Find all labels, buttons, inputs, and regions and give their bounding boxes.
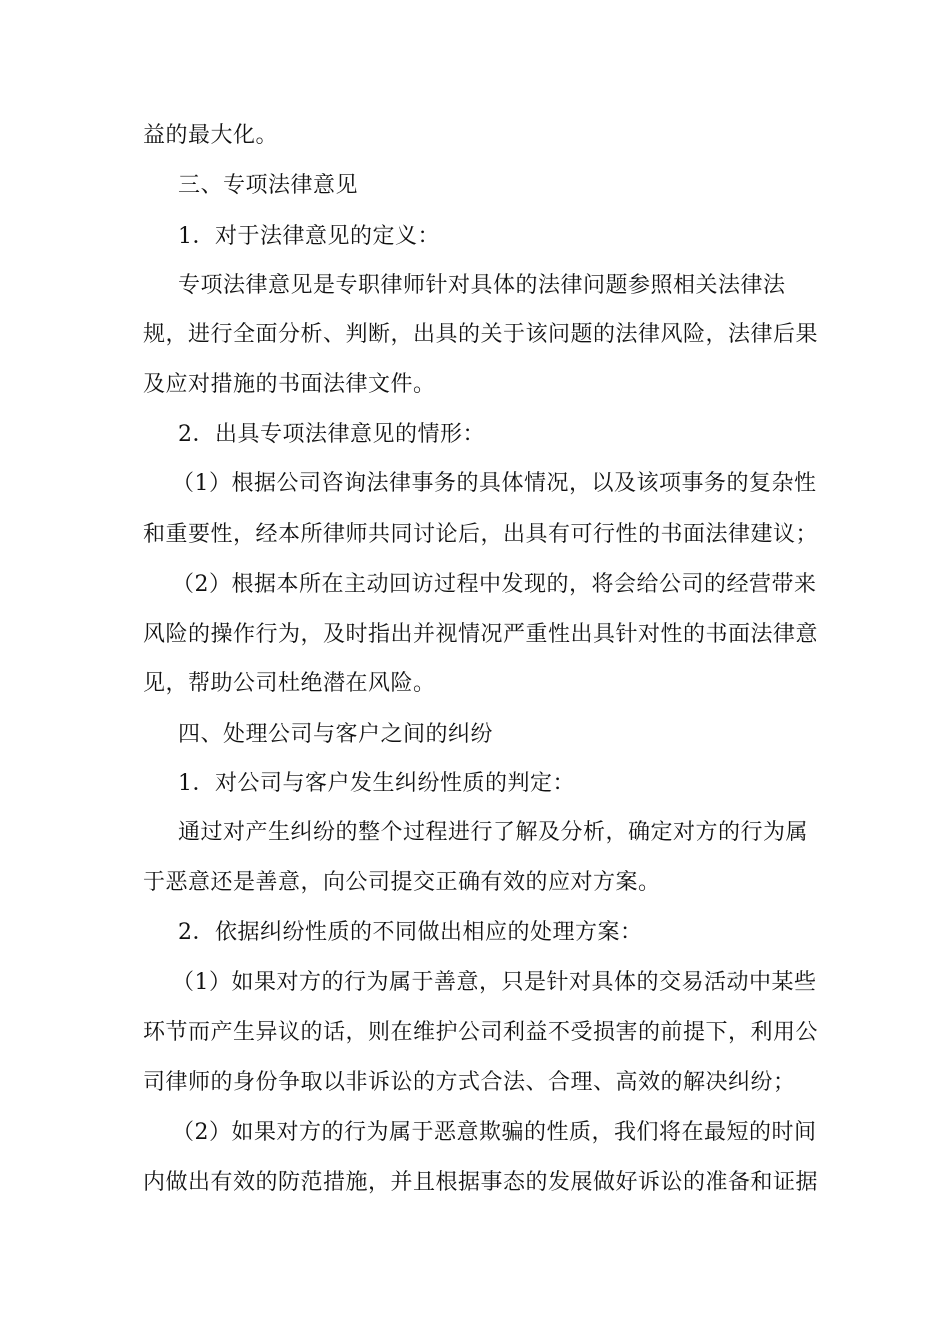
text-line: 于恶意还是善意，向公司提交正确有效的应对方案。 — [143, 870, 661, 895]
subsection-heading: 1．对公司与客户发生纠纷性质的判定： — [178, 771, 575, 796]
text-line: 司律师的身份争取以非诉讼的方式合法、合理、高效的解决纠纷； — [143, 1070, 796, 1095]
text-line: 见，帮助公司杜绝潜在风险。 — [143, 671, 436, 696]
text-line: 益的最大化。 — [143, 123, 279, 148]
text-line: 及应对措施的书面法律文件。 — [143, 372, 436, 397]
text-line: （2）如果对方的行为属于恶意欺骗的性质，我们将在最短的时间 — [172, 1120, 817, 1145]
text-line: 和重要性，经本所律师共同讨论后，出具有可行性的书面法律建议； — [143, 522, 819, 547]
text-line: 风险的操作行为，及时指出并视情况严重性出具针对性的书面法律意 — [143, 622, 819, 647]
text-line: （1）根据公司咨询法律事务的具体情况，以及该项事务的复杂性 — [172, 471, 817, 496]
section-heading: 四、处理公司与客户之间的纠纷 — [178, 722, 494, 747]
text-line: 环节而产生异议的话，则在维护公司利益不受损害的前提下，利用公 — [143, 1020, 819, 1045]
section-heading: 三、专项法律意见 — [178, 173, 359, 198]
text-line: 专项法律意见是专职律师针对具体的法律问题参照相关法律法 — [178, 273, 786, 298]
subsection-heading: 1．对于法律意见的定义： — [178, 224, 440, 249]
text-line: （1）如果对方的行为属于善意，只是针对具体的交易活动中某些 — [172, 970, 817, 995]
text-line: （2）根据本所在主动回访过程中发现的，将会给公司的经营带来 — [172, 572, 817, 597]
text-line: 内做出有效的防范措施，并且根据事态的发展做好诉讼的准备和证据 — [143, 1170, 819, 1195]
subsection-heading: 2．依据纠纷性质的不同做出相应的处理方案： — [178, 920, 643, 945]
subsection-heading: 2．出具专项法律意见的情形： — [178, 422, 485, 447]
text-line: 规，进行全面分析、判断，出具的关于该问题的法律风险，法律后果 — [143, 322, 819, 347]
text-line: 通过对产生纠纷的整个过程进行了解及分析，确定对方的行为属 — [178, 820, 809, 845]
